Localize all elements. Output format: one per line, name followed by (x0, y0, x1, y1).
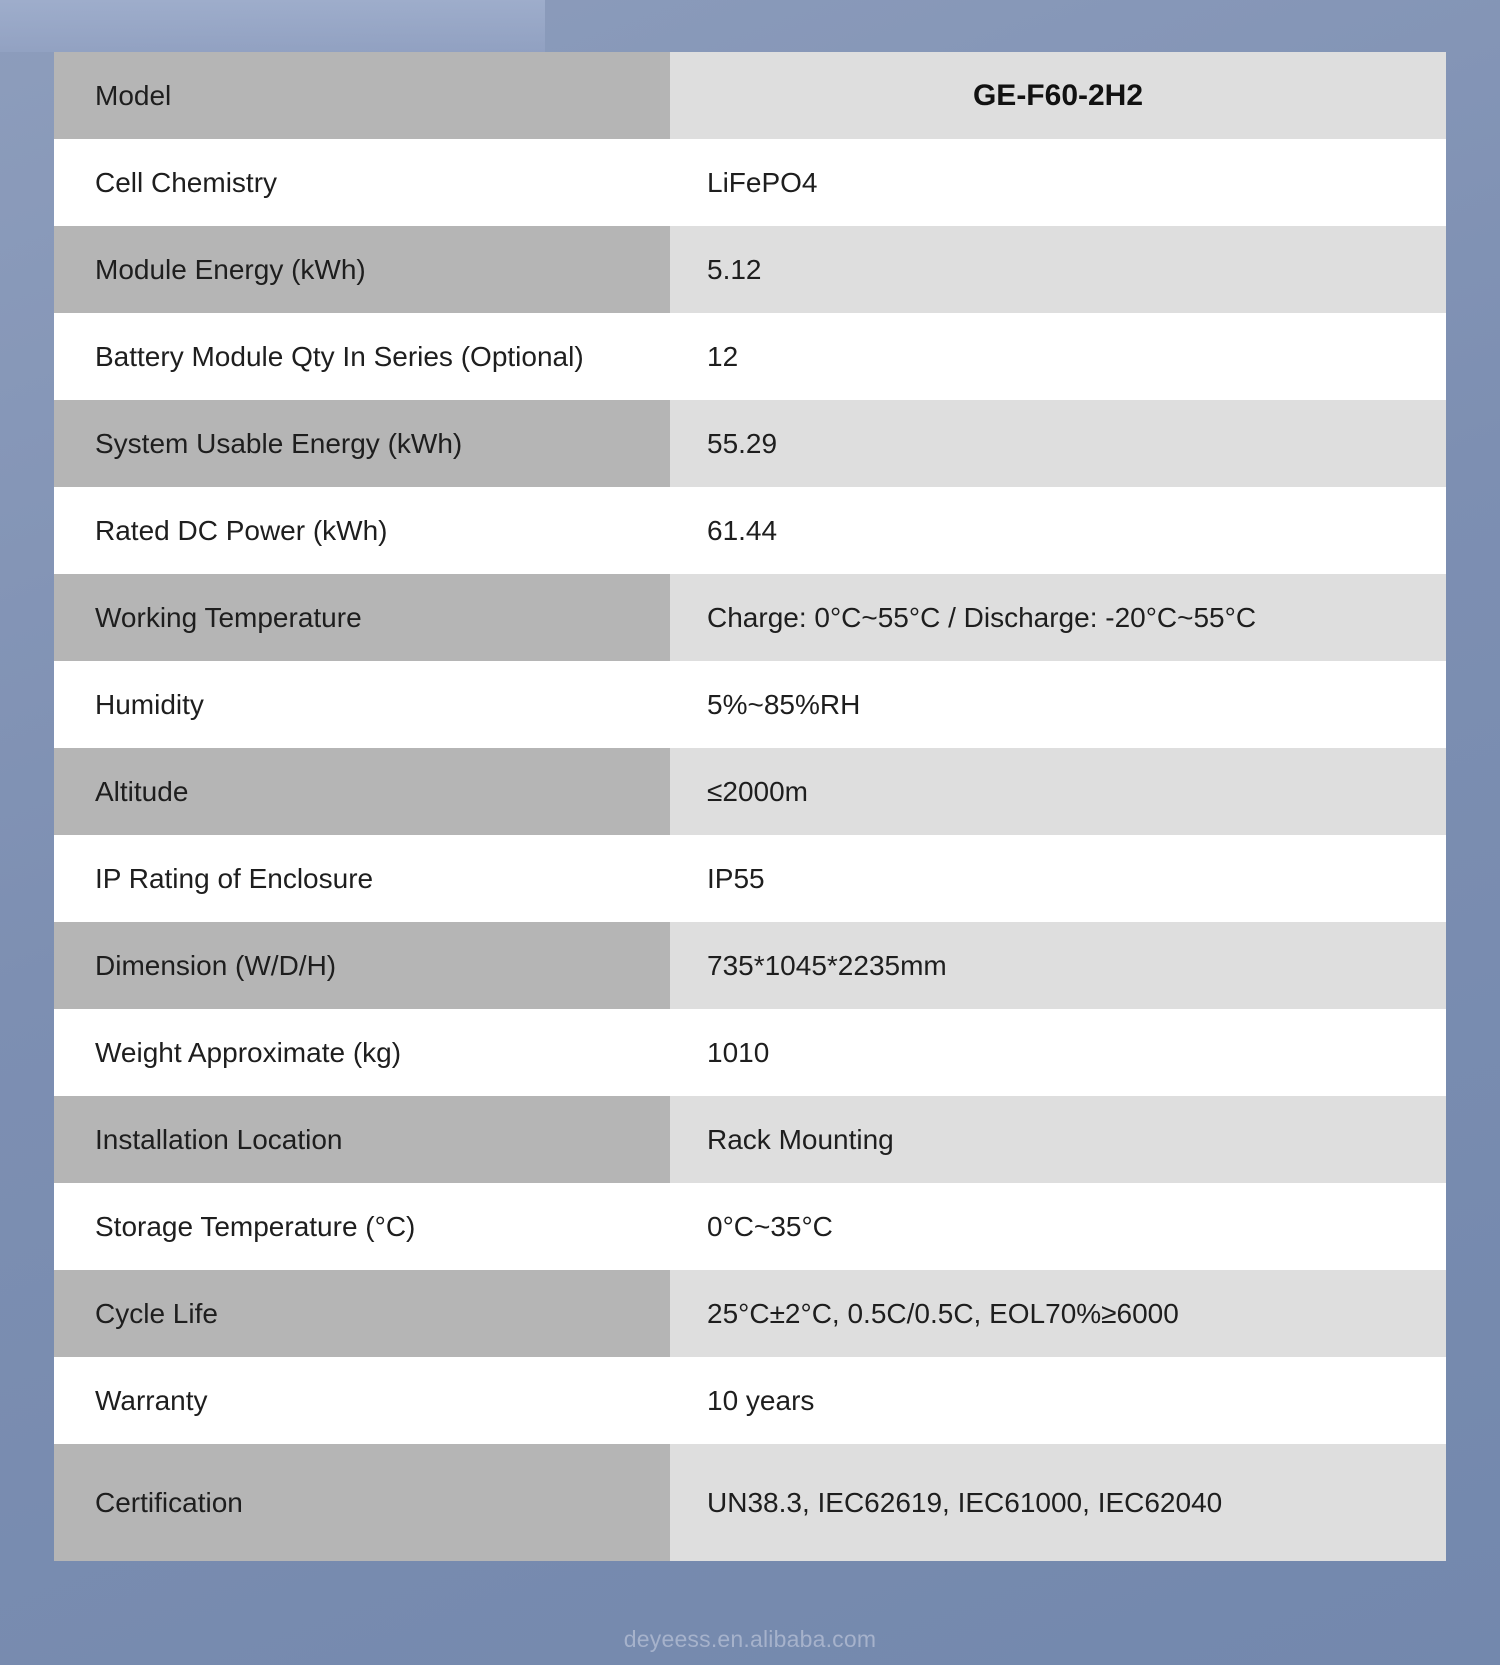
row-value: IP55 (670, 835, 1446, 922)
row-value: Rack Mounting (670, 1096, 1446, 1183)
table-row (54, 1444, 1446, 1561)
model-value: GE-F60-2H2 (670, 52, 1446, 139)
spec-table (54, 52, 1446, 1561)
row-value: LiFePO4 (670, 139, 1446, 226)
table-row (54, 139, 1446, 226)
row-value: UN38.3, IEC62619, IEC61000, IEC62040 (670, 1444, 1446, 1561)
row-value: Charge: 0°C~55°C / Discharge: -20°C~55°C (670, 574, 1446, 661)
row-label: Rated DC Power (kWh) (54, 487, 670, 574)
table-row (54, 1183, 1446, 1270)
row-label: Working Temperature (54, 574, 670, 661)
row-label: System Usable Energy (kWh) (54, 400, 670, 487)
row-label: Storage Temperature (°C) (54, 1183, 670, 1270)
watermark: deyeess.en.alibaba.com (623, 1626, 877, 1652)
row-value: 25°C±2°C, 0.5C/0.5C, EOL70%≥6000 (670, 1270, 1446, 1357)
table-row (54, 922, 1446, 1009)
row-label: Weight Approximate (kg) (54, 1009, 670, 1096)
row-value: 0°C~35°C (670, 1183, 1446, 1270)
row-label: Model (54, 52, 670, 139)
row-label: Installation Location (54, 1096, 670, 1183)
row-label: Cycle Life (54, 1270, 670, 1357)
row-value: 61.44 (670, 487, 1446, 574)
row-label: Cell Chemistry (54, 139, 670, 226)
table-row (54, 1357, 1446, 1444)
table-row (54, 1270, 1446, 1357)
table-row (54, 835, 1446, 922)
table-row (54, 52, 1446, 139)
table-row (54, 1009, 1446, 1096)
table-row (54, 487, 1446, 574)
row-value: 5%~85%RH (670, 661, 1446, 748)
row-label: Dimension (W/D/H) (54, 922, 670, 1009)
row-label: Battery Module Qty In Series (Optional) (54, 313, 670, 400)
row-label: Altitude (54, 748, 670, 835)
table-row (54, 226, 1446, 313)
row-value: ≤2000m (670, 748, 1446, 835)
row-value: 735*1045*2235mm (670, 922, 1446, 1009)
table-row (54, 661, 1446, 748)
table-row (54, 400, 1446, 487)
row-value: 1010 (670, 1009, 1446, 1096)
table-row (54, 1096, 1446, 1183)
row-label: IP Rating of Enclosure (54, 835, 670, 922)
row-value: 10 years (670, 1357, 1446, 1444)
table-row (54, 574, 1446, 661)
row-value: 5.12 (670, 226, 1446, 313)
table-row (54, 313, 1446, 400)
row-value: 12 (670, 313, 1446, 400)
row-label: Certification (54, 1444, 670, 1561)
row-label: Humidity (54, 661, 670, 748)
row-value: 55.29 (670, 400, 1446, 487)
background-highlight (0, 0, 545, 52)
row-label: Module Energy (kWh) (54, 226, 670, 313)
row-label: Warranty (54, 1357, 670, 1444)
table-row (54, 748, 1446, 835)
